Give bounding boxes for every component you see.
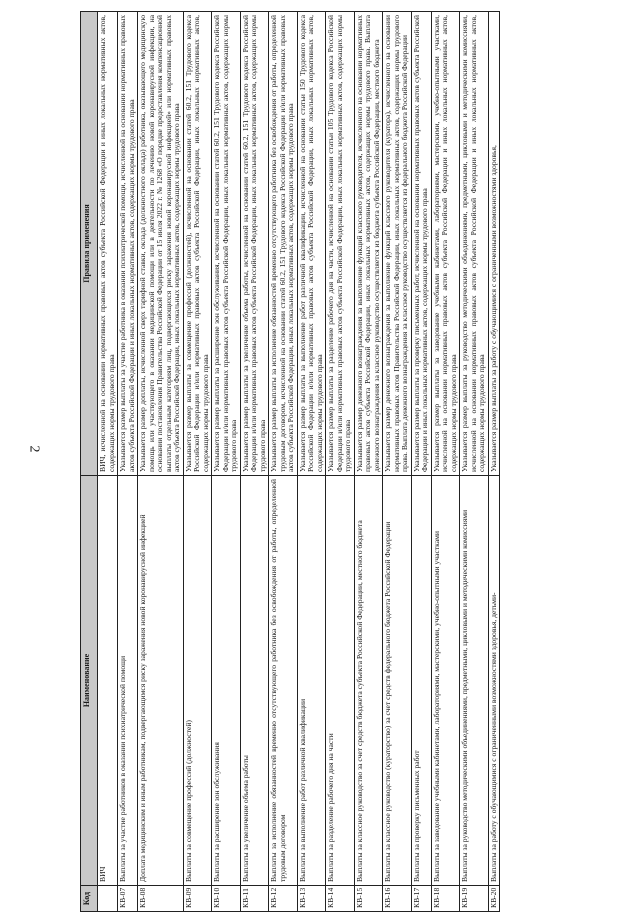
- row-code: КВ-17: [411, 886, 431, 912]
- row-code: КВ-11: [240, 886, 269, 912]
- row-code: КВ-15: [354, 886, 383, 912]
- payments-table: [80, 11, 500, 912]
- row-rules: Указывается размер выплаты за участие работника в оказании психиатрической помощи, исчисленной на основании нормативных правовых актов субъекта Российской Федерации и иных локальных нормативных актов, содержащих нормы трудового права: [118, 12, 138, 476]
- row-rules: Указывается размер выплаты за проверку письменных работ, исчисленной на основании нормативных правовых актов субъекта Российской Федерации и иных локальных нормативных актов, содержащих нормы трудового права: [411, 12, 431, 476]
- row-name: Выплаты за расширение зон обслуживания: [212, 476, 241, 886]
- row-rules: Указывается размер выплаты за работу с обучающимися с ограниченными возможностями здоровья,: [488, 12, 500, 476]
- table-row: [460, 12, 489, 912]
- table-row: [411, 12, 431, 912]
- row-code: КВ-13: [297, 886, 326, 912]
- document-body: [80, 12, 620, 912]
- row-code: КВ-12: [269, 886, 298, 912]
- table-row: [98, 12, 118, 912]
- row-name: Выплаты за работу с обучающимися с ограниченными возможностями здоровья, детьми-: [488, 476, 500, 886]
- table-row: [383, 12, 412, 912]
- table-row: [212, 12, 241, 912]
- table-row: [118, 12, 138, 912]
- row-name: Выплаты за исполнение обязанностей временно отсутствующего работника без освобождения от работы, определенной трудовым договором: [269, 476, 298, 886]
- table-row: [354, 12, 383, 912]
- row-name: Выплаты за классное руководство за счет средств бюджета субъекта Российской Федерации, местного бюджета: [354, 476, 383, 886]
- row-code: КВ-07: [118, 886, 138, 912]
- row-code: КВ-18: [431, 886, 460, 912]
- row-rules: Указывается размер выплаты за увеличение объема работы, исчисленной на основании статей 60.2, 151 Трудового кодекса Российской Федерации и/или нормативных правовых актов субъекта Российской Федерации, иных локальных нормативных актов, содержащих нормы трудового права: [240, 12, 269, 476]
- page-number: 2: [26, 445, 42, 453]
- row-rules: Указывается размер доплаты, исчисленной сверх тарифной ставки, оклада (должностного оклада) работника, оказывающего медицинскую помощь или участвующего в оказании медицинской помощи или в деятельности по лечению новой коронавирусной инфекции, на основании постановления Правительства Российской Федерации от 15 июля 2022 г. № 1268 «О порядке предоставления компенсационной выплаты отдельным категориям лиц, подвергающихся риску заражения новой коронавирусной инфекцией» или нормативных правовых актов субъекта Российской Федерации, иных локальных нормативных актов, содержащих нормы трудового права: [138, 12, 184, 476]
- row-rules: Указывается размер денежного вознаграждения за выполнение функций классного руководителя, исчисленного на основании нормативных правовых актов субъекта Российской Федерации, иных локальных нормативных актов, содержащих нормы трудового права. Выплата денежного вознаграждения за классное руководство осуществляется из бюджета субъекта Российской Федерации, местного бюджета: [354, 12, 383, 476]
- row-rules: Указывается размер выплаты за заведование учебными кабинетами, лабораториями, мастерскими, учебно-опытными участками, исчисленной на основании нормативных правовых актов субъекта Российской Федерации и иных локальных нормативных актов, содержащих нормы трудового права: [431, 12, 460, 476]
- row-rules: Указывается размер выплаты за совмещение профессий (должностей), исчисленной на основании статей 60.2, 151 Трудового кодекса Российской Федерации и/или нормативных правовых актов субъекта Российской Федерации, иных локальных нормативных актов, содержащих нормы трудового права: [183, 12, 212, 476]
- row-name: Доплата медицинским и иным работникам, подвергающимся риску заражения новой коронавирусной инфекцией: [138, 476, 184, 886]
- header-rules: Правила применения: [81, 12, 98, 476]
- row-code: КВ-20: [488, 886, 500, 912]
- row-code: КВ-16: [383, 886, 412, 912]
- row-code: КВ-10: [212, 886, 241, 912]
- table-row: [138, 12, 184, 912]
- table-row: [297, 12, 326, 912]
- row-name: Выплаты за выполнение работ различной квалификации: [297, 476, 326, 886]
- row-rules: Указывается размер денежного вознаграждения за выполнение функций классного руководителя (куратора), исчисленного на основании нормативных правовых актов Правительства Российской Федерации, иных локальных нормативных актов, содержащих нормы трудового права. Выплата денежного вознаграждения за классное руководство осуществляется из федерального бюджета Российской Федерации: [383, 12, 412, 476]
- row-code: [98, 886, 118, 912]
- row-name: Выплаты за совмещение профессий (должностей): [183, 476, 212, 886]
- row-rules: Указывается размер выплаты за исполнение обязанностей временно отсутствующего работника без освобождения от работы, определенной трудовым договором, исчисленной на основании статей 60.2, 151 Трудового кодекса Российской Федерации и/или нормативных правовых актов субъекта Российской Федерации, иных локальных нормативных актов, содержащих нормы трудового права: [269, 12, 298, 476]
- table-row: [488, 12, 500, 912]
- row-name: Выплаты за увеличение объема работы: [240, 476, 269, 886]
- row-rules: Указывается размер выплаты за выполнение работ различной квалификации, исчисленной на основании статьи 150 Трудового кодекса Российской Федерации и/или нормативных правовых актов субъекта Российской Федерации, иных локальных нормативных актов, содержащих нормы трудового права: [297, 12, 326, 476]
- row-rules: Указывается размер выплаты за разделение рабочего дня на части, исчисленной на основании статьи 105 Трудового кодекса Российской Федерации и/или нормативных правовых актов субъекта Российской Федерации, иных локальных нормативных актов, содержащих нормы трудового права: [326, 12, 355, 476]
- row-code: КВ-09: [183, 886, 212, 912]
- table-header-row: [81, 12, 98, 912]
- table-row: [326, 12, 355, 912]
- table-row: [431, 12, 460, 912]
- row-code: КВ-19: [460, 886, 489, 912]
- row-name: ВИЧ: [98, 476, 118, 886]
- row-rules: Указывается размер выплаты за руководство методическими объединениями, предметными, цикловыми и методическими комиссиями, исчисленной на основании нормативных правовых актов субъекта Российской Федерации и иных локальных нормативных актов, содержащих нормы трудового права: [460, 12, 489, 476]
- row-code: КВ-14: [326, 886, 355, 912]
- header-code: Код: [81, 886, 98, 912]
- row-code: КВ-08: [138, 886, 184, 912]
- table-row: [269, 12, 298, 912]
- row-name: Выплаты за участие работников в оказании психиатрической помощи: [118, 476, 138, 886]
- row-name: Выплаты за классное руководство (кураторство) за счет средств федерального бюджета Российской Федерации: [383, 476, 412, 886]
- row-name: Выплаты за проверку письменных работ: [411, 476, 431, 886]
- row-name: Выплаты за руководство методическими объединениями, предметными, цикловыми и методическими комиссиями: [460, 476, 489, 886]
- row-rules: ВИЧ, исчисленной на основании нормативных правовых актов субъекта Российской Федерации и иных локальных нормативных актов, содержащих нормы трудового права: [98, 12, 118, 476]
- row-name: Выплаты за разделение рабочего дня на части: [326, 476, 355, 886]
- row-rules: Указывается размер выплаты за расширение зон обслуживания, исчисленной на основании статей 60.2, 151 Трудового кодекса Российской Федерации и/или нормативных правовых актов субъекта Российской Федерации, иных локальных нормативных актов, содержащих нормы трудового права: [212, 12, 241, 476]
- table-row: [240, 12, 269, 912]
- row-name: Выплаты за заведование учебными кабинетами, лабораториями, мастерскими, учебно-опытными участками: [431, 476, 460, 886]
- header-name: Наименование: [81, 476, 98, 886]
- table-row: [183, 12, 212, 912]
